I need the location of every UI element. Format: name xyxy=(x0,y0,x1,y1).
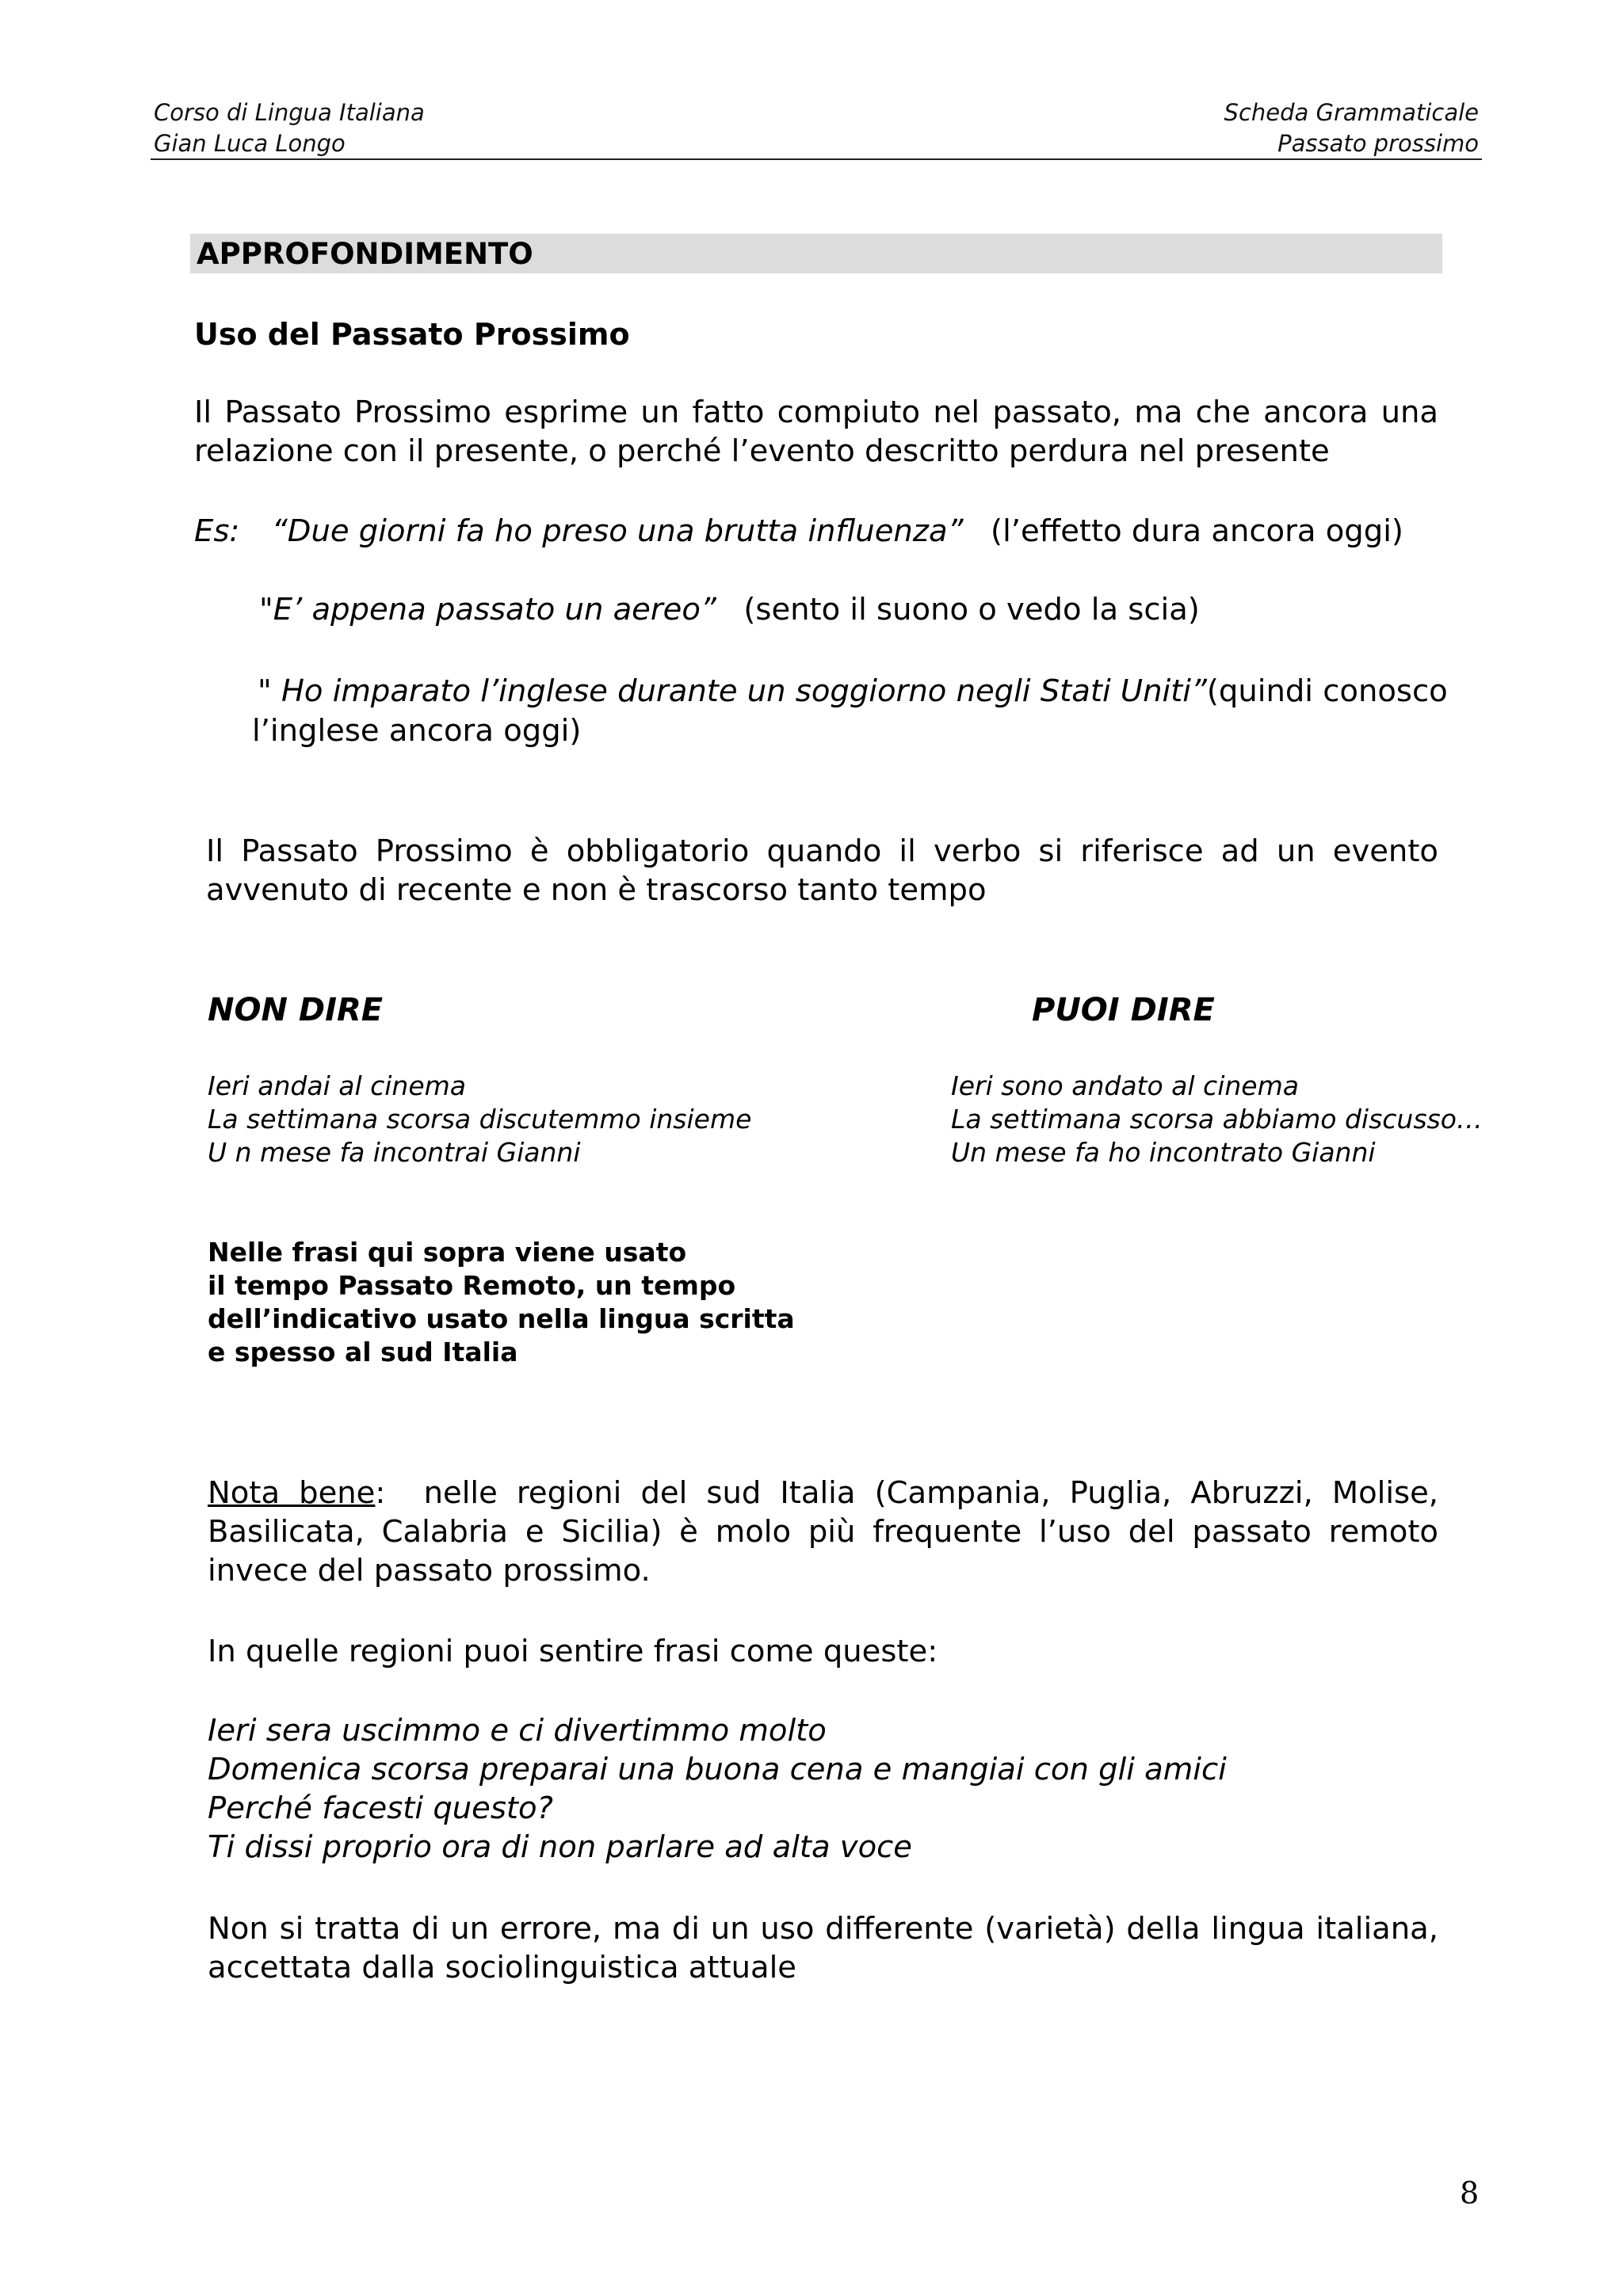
header-divider xyxy=(151,158,1482,160)
header-course-title: Corso di Lingua Italiana xyxy=(154,99,425,126)
example-1 xyxy=(194,512,1403,551)
obligatory-paragraph: Il Passato Prossimo è obbligatorio quando il verbo si riferisce ad un evento avvenuto di recente e non è trascorso tanto tempo xyxy=(206,833,1438,908)
example-1-quote: “Due giorni fa ho preso una brutta influenza” xyxy=(271,513,964,549)
page-number: 8 xyxy=(1460,2176,1480,2210)
nota-bene-label: Nota bene xyxy=(208,1475,376,1511)
intro-paragraph: Il Passato Prossimo esprime un fatto compiuto nel passato, ma che ancora una relazione con il presente, o perché l’evento descritto perdura nel presente xyxy=(194,395,1438,469)
southern-example: Ieri sera uscimmo e ci divertimmo molto xyxy=(208,1713,827,1749)
note-line: e spesso al sud Italia xyxy=(208,1337,518,1367)
non-dire-list xyxy=(208,1070,751,1169)
header-author: Gian Luca Longo xyxy=(154,130,346,157)
example-2-quote: E’ appena passato un aereo” xyxy=(273,592,716,627)
list-item: U n mese fa incontrai Gianni xyxy=(208,1137,581,1168)
list-item: Un mese fa ho incontrato Gianni xyxy=(951,1137,1376,1168)
example-3-note-cont: l’inglese ancora oggi) xyxy=(252,713,582,749)
passato-remoto-note xyxy=(208,1236,795,1369)
regions-intro: In quelle regioni puoi sentire frasi come queste: xyxy=(208,1634,938,1669)
southern-example: Perché facesti questo? xyxy=(208,1791,553,1826)
example-1-note: (l’effetto dura ancora oggi) xyxy=(991,513,1403,549)
puoi-dire-heading: PUOI DIRE xyxy=(1032,992,1215,1028)
southern-examples xyxy=(208,1711,1227,1867)
example-prefix: Es: xyxy=(194,513,240,549)
example-2-open-quote: " xyxy=(259,592,273,627)
list-item: Ieri sono andato al cinema xyxy=(951,1070,1299,1101)
example-2-note: (sento il suono o vedo la scia) xyxy=(743,592,1200,627)
nota-bene-text: nelle regioni del sud Italia (Campania, Puglia, Abruzzi, Molise, Basilicata, Calabria e Sicilia) è molo più frequente l’uso del passato remoto invece del passato prossimo. xyxy=(208,1475,1438,1589)
nota-bene-colon: : xyxy=(375,1475,386,1511)
southern-example: Domenica scorsa preparai una buona cena e mangiai con gli amici xyxy=(208,1752,1227,1787)
example-3-quote: Ho imparato l’inglese durante un soggiorno negli Stati Uniti” xyxy=(281,673,1207,709)
subtitle: Uso del Passato Prossimo xyxy=(194,317,630,352)
header-sheet-type: Scheda Grammaticale xyxy=(1224,99,1479,126)
note-line: il tempo Passato Remoto, un tempo xyxy=(208,1270,736,1301)
section-title: APPROFONDIMENTO xyxy=(197,237,533,271)
list-item: Ieri andai al cinema xyxy=(208,1070,467,1101)
list-item: La settimana scorsa discutemmo insieme xyxy=(208,1104,752,1135)
example-3-note: (quindi conosco xyxy=(1206,673,1448,709)
note-line: Nelle frasi qui sopra viene usato xyxy=(208,1237,687,1268)
conclusion-paragraph: Non si tratta di un errore, ma di un uso differente (varietà) della lingua italiana, accettata dalla sociolinguistica attuale xyxy=(208,1911,1438,1985)
example-3 xyxy=(258,672,1448,711)
puoi-dire-list xyxy=(951,1070,1483,1169)
header-topic: Passato prossimo xyxy=(1277,130,1479,157)
example-3-open-quote: " xyxy=(258,673,272,709)
list-item: La settimana scorsa abbiamo discusso… xyxy=(951,1104,1483,1135)
nota-bene-paragraph xyxy=(208,1474,1438,1590)
non-dire-heading: NON DIRE xyxy=(208,992,384,1028)
southern-example: Ti dissi proprio ora di non parlare ad alta voce xyxy=(208,1829,912,1865)
example-2 xyxy=(259,590,1200,629)
note-line: dell’indicativo usato nella lingua scritta xyxy=(208,1303,795,1334)
